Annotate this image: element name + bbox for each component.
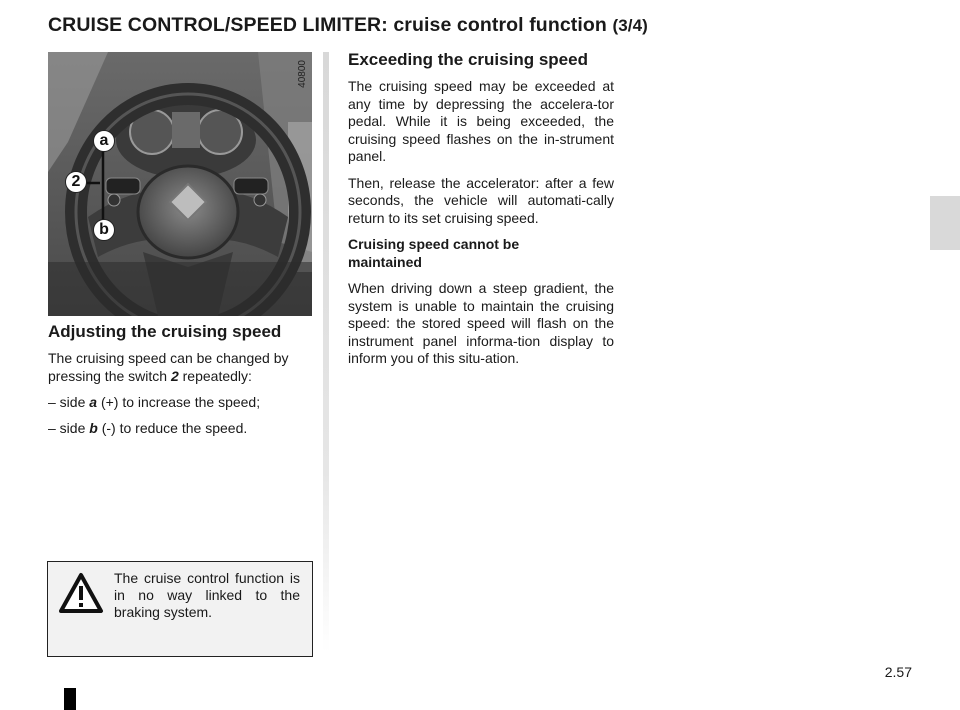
page-number: 2.57 [884,664,912,680]
list-text-before: side [55,394,90,410]
warning-text: The cruise control function is in no way linked to the braking system. [114,570,300,620]
list-text-after: (+) to increase the speed; [97,394,261,410]
column-divider [323,52,329,652]
list-dash: – [48,394,56,410]
list-dash: – [48,420,56,436]
subheading-cannot-maintain: Cruising speed cannot be maintained [348,236,520,270]
section-heading-adjusting: Adjusting the cruising speed [48,322,282,341]
warning-box [47,561,313,657]
intro-before: The cruising speed can be changed by pressing the switch [48,350,289,384]
exceeding-section [348,50,614,377]
steering-wheel-photo [48,52,312,316]
adjusting-intro [48,350,314,385]
title-main: CRUISE CONTROL/SPEED LIMITER: cruise control function [48,14,607,36]
callout-2: 2 [65,171,87,193]
section-heading-exceeding: Exceeding the cruising speed [348,50,588,69]
side-letter: a [89,394,98,410]
page-corner-mark [64,688,76,710]
steep-gradient-paragraph: When driving down a steep gradient, the system is unable to maintain the cruising speed: the stored speed will flash on the instrument panel informa-tion display to inform you of this situ-ation. [348,280,614,366]
list-item [48,393,314,411]
callout-b: b [93,219,115,241]
exceeding-paragraph-2: Then, release the accelerator: after a few seconds, the vehicle will automati-cally return to its set cruising speed. [348,174,614,226]
list-text-before: side [55,420,90,436]
figure-code: 40800 [297,60,308,88]
title-part-indicator: (3/4) [612,16,648,35]
side-letter: b [89,420,98,436]
callout-a: a [93,130,115,152]
page-title [48,14,648,37]
exceeding-paragraph-1: The cruising speed may be exceeded at any time by depressing the accelera-tor pedal. While it is being exceeded, the cruising speed flashes on the in-strument panel. [348,78,614,164]
intro-after: repeatedly: [178,367,252,384]
adjusting-section [48,322,314,445]
list-text-after: (-) to reduce the speed. [97,420,248,436]
steering-wheel-illustration [48,52,312,316]
switch-reference: 2 [170,367,179,384]
warning-triangle-icon [58,572,104,614]
chapter-tab [930,196,960,250]
list-item [48,419,314,437]
